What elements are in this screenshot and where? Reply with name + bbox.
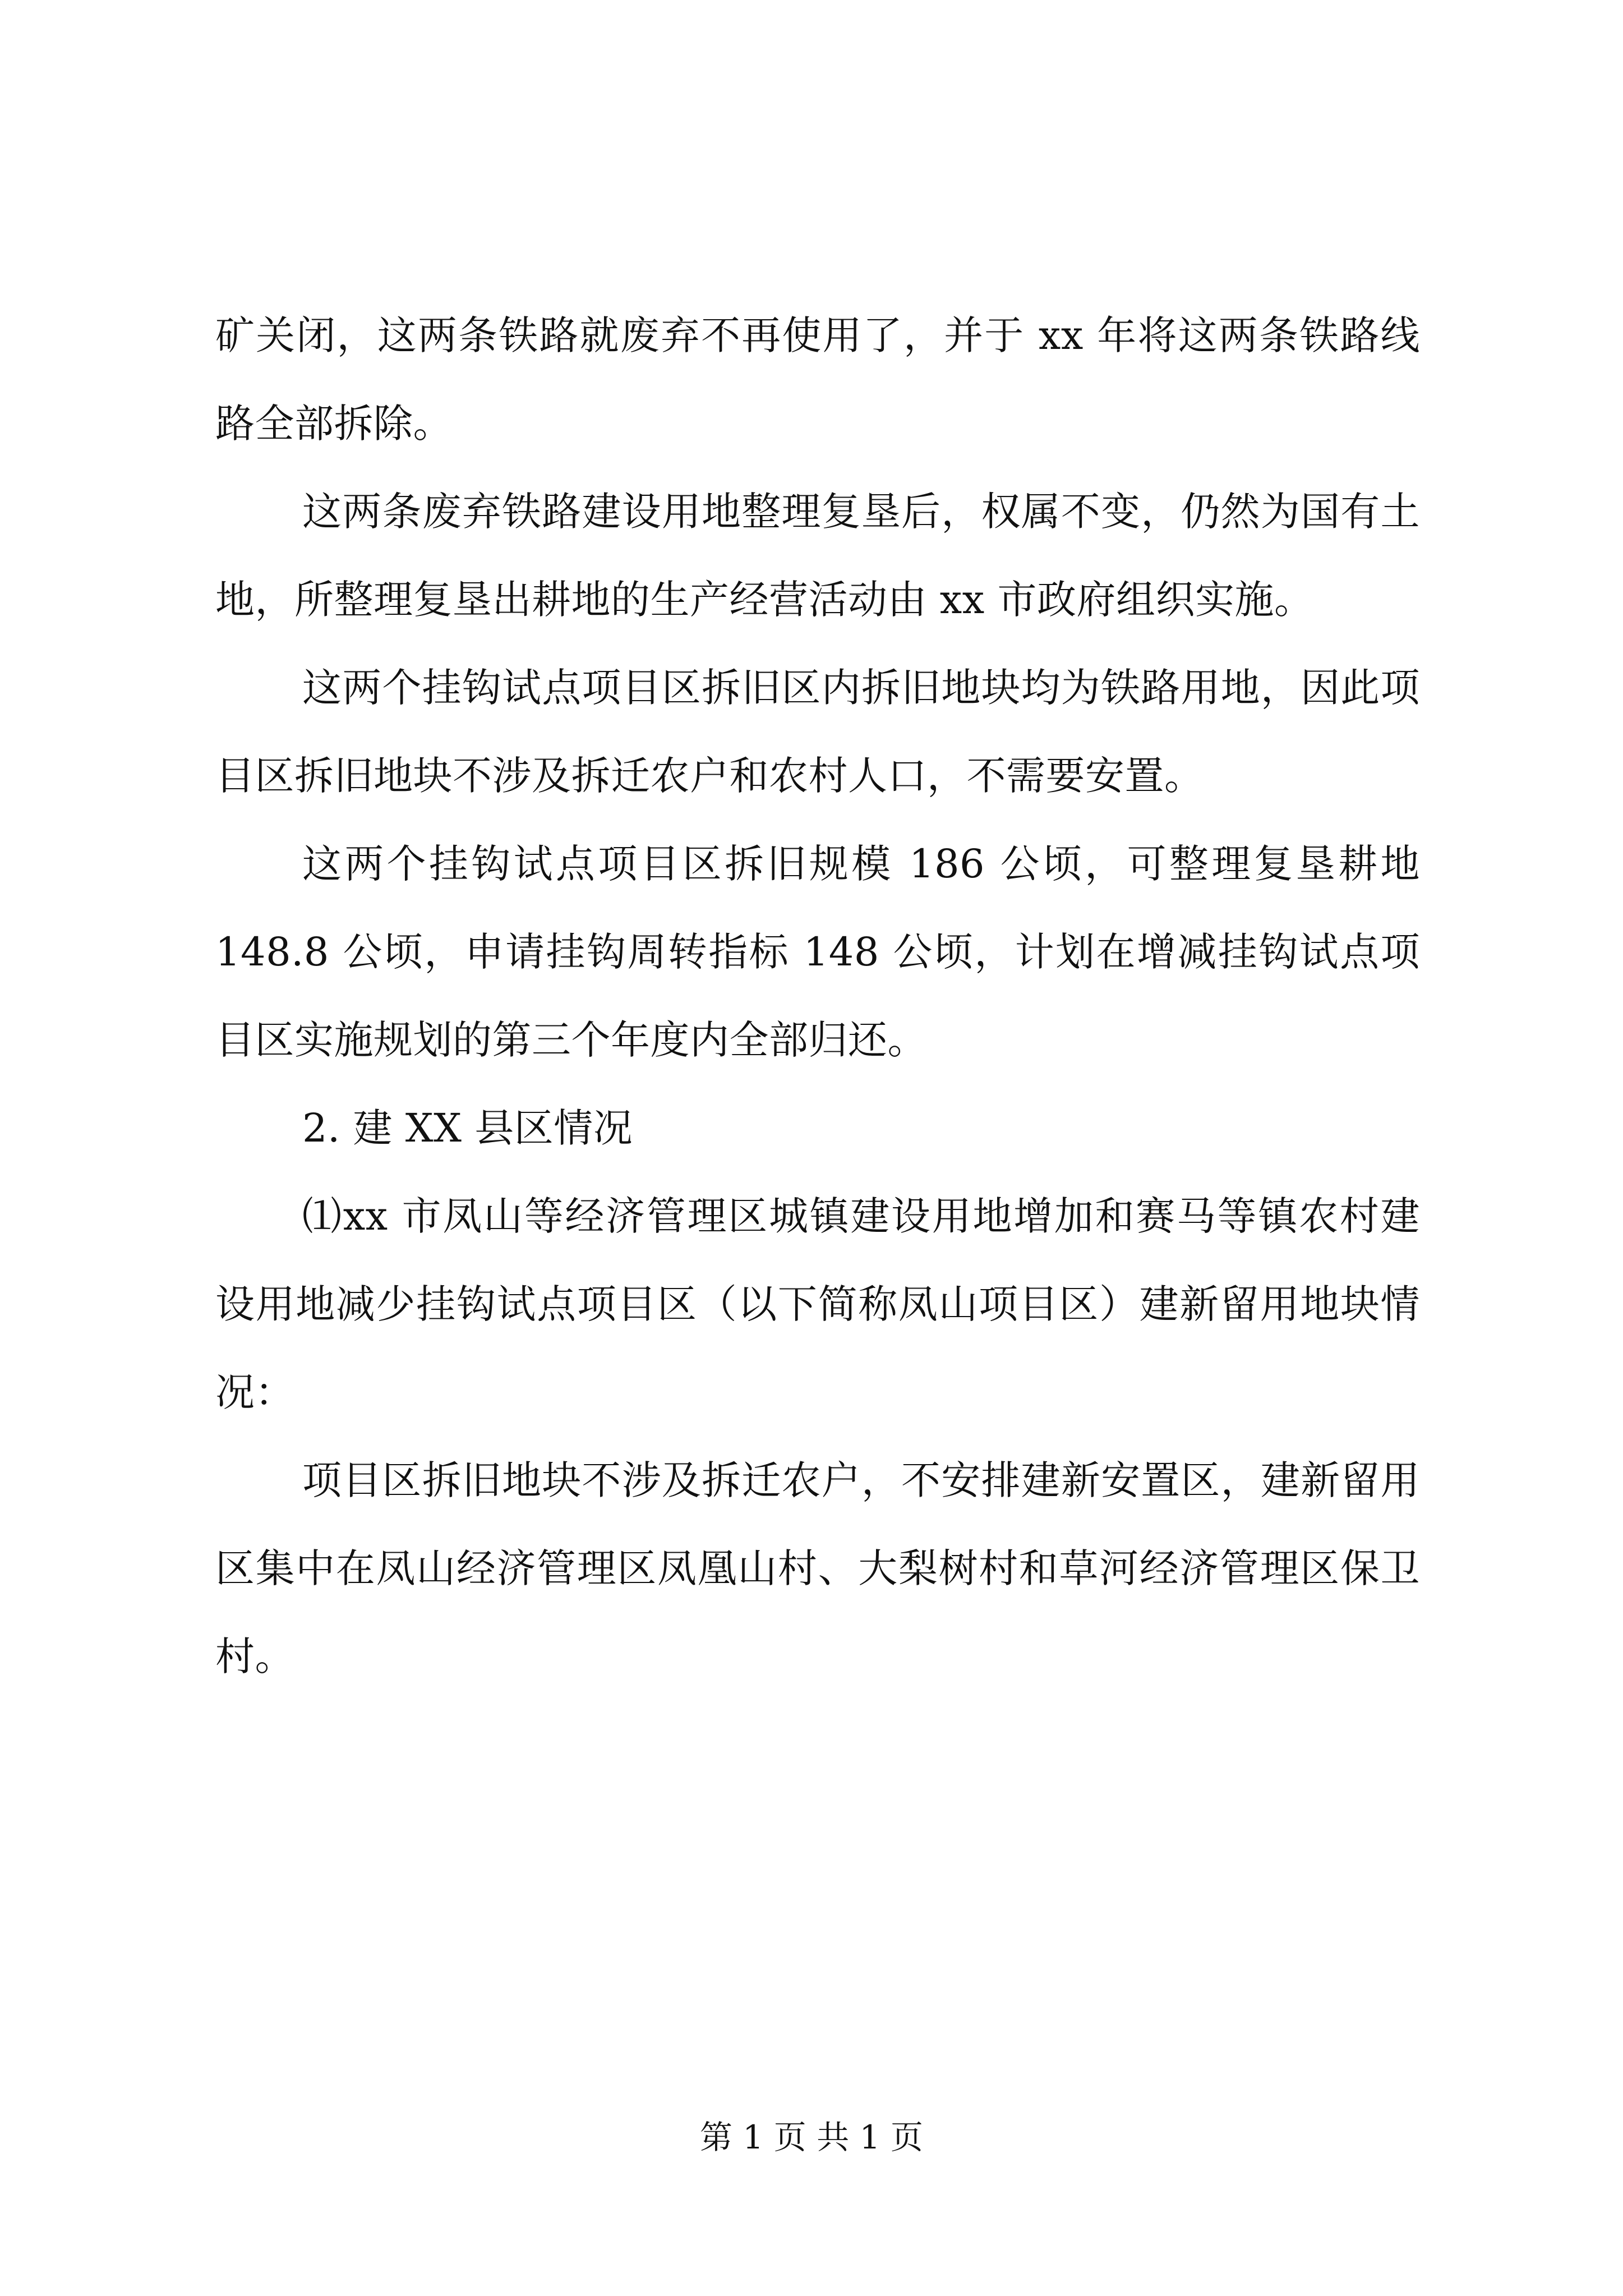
- paragraph-6: 项目区拆旧地块不涉及拆迁农户，不安排建新安置区，建新留用区集中在凤山经济管理区凤凰山村、大梨树村和草河经济管理区保卫村。: [215, 1457, 1420, 1680]
- page-footer: [0, 2115, 1623, 2160]
- section-heading: 2. 建 XX 县区情况: [302, 1105, 633, 1151]
- paragraph-4: 这两个挂钩试点项目区拆旧规模 186 公顷，可整理复垦耕地 148.8 公顷，申请挂钩周转指标 148 公顷，计划在增减挂钩试点项目区实施规划的第三个年度内全部归还。: [215, 841, 1420, 1063]
- paragraph-2: 这两条废弃铁路建设用地整理复垦后，权属不变，仍然为国有土地，所整理复垦出耕地的生产经营活动由 xx 市政府组织实施。: [215, 489, 1420, 623]
- paragraph-5: ⑴xx 市凤山等经济管理区城镇建设用地增加和赛马等镇农村建设用地减少挂钩试点项目区（以下简称凤山项目区）建新留用地块情况：: [215, 1193, 1420, 1415]
- page-number: 第 1 页 共 1 页: [700, 2118, 923, 2156]
- document-body: [215, 292, 1420, 1701]
- paragraph-3: 这两个挂钩试点项目区拆旧区内拆旧地块均为铁路用地，因此项目区拆旧地块不涉及拆迁农户和农村人口，不需要安置。: [215, 665, 1420, 799]
- paragraph-1: 矿关闭，这两条铁路就废弃不再使用了，并于 xx 年将这两条铁路线路全部拆除。: [215, 312, 1420, 447]
